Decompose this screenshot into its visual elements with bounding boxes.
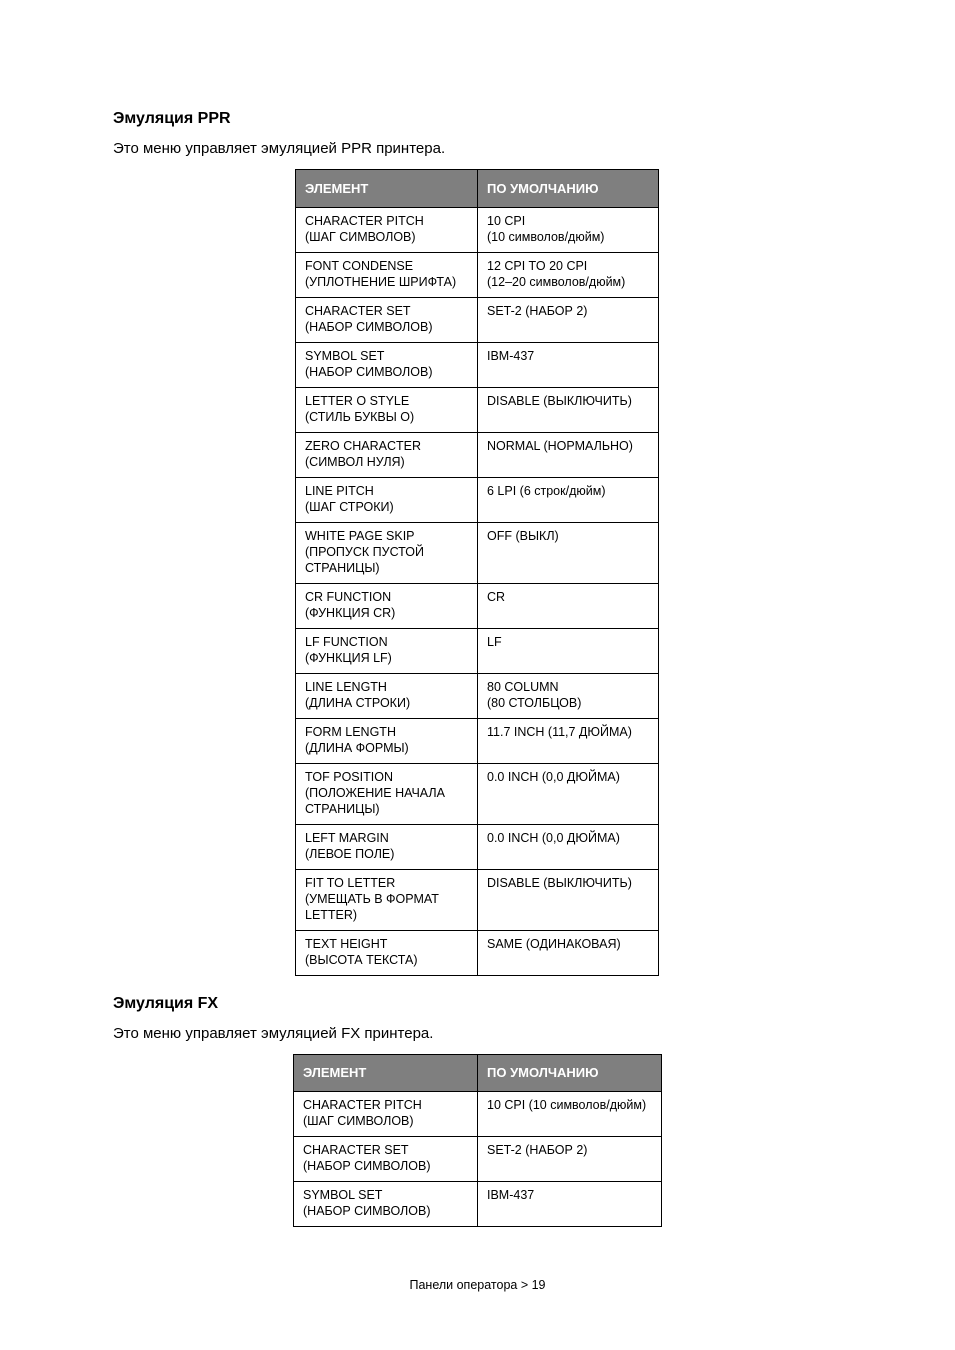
item-cell bbox=[296, 433, 478, 478]
table-row bbox=[294, 1092, 662, 1137]
table-row bbox=[296, 870, 659, 931]
item-name: FORM LENGTH (ДЛИНА ФОРМЫ) bbox=[305, 725, 409, 755]
item-name: ZERO CHARACTER (СИМВОЛ НУЛЯ) bbox=[305, 439, 421, 469]
item-name: CHARACTER PITCH (ШАГ СИМВОЛОВ) bbox=[305, 214, 424, 244]
default-value: 0.0 INCH (0,0 ДЮЙМА) bbox=[487, 831, 620, 845]
item-name: CHARACTER PITCH (ШАГ СИМВОЛОВ) bbox=[303, 1098, 422, 1128]
table-row bbox=[296, 433, 659, 478]
table-row bbox=[296, 298, 659, 343]
item-cell bbox=[296, 253, 478, 298]
item-name: WHITE PAGE SKIP (ПРОПУСК ПУСТОЙ СТРАНИЦЫ) bbox=[305, 529, 424, 575]
default-value: DISABLE (ВЫКЛЮЧИТЬ) bbox=[487, 394, 632, 408]
default-value: 80 COLUMN (80 СТОЛБЦОВ) bbox=[487, 680, 582, 710]
item-cell bbox=[296, 208, 478, 253]
default-value: SAME (ОДИНАКОВАЯ) bbox=[487, 937, 621, 951]
default-cell bbox=[478, 433, 659, 478]
default-cell bbox=[478, 208, 659, 253]
item-cell bbox=[296, 388, 478, 433]
item-cell bbox=[294, 1182, 478, 1227]
table-header-row bbox=[296, 170, 659, 208]
item-name: LINE PITCH (ШАГ СТРОКИ) bbox=[305, 484, 394, 514]
item-name: SYMBOL SET (НАБОР СИМВОЛОВ) bbox=[303, 1188, 431, 1218]
item-name: CHARACTER SET (НАБОР СИМВОЛОВ) bbox=[305, 304, 433, 334]
page-footer: Панели оператора > 19 bbox=[409, 1278, 546, 1292]
fx-settings-table bbox=[293, 1054, 662, 1227]
default-cell bbox=[478, 931, 659, 976]
default-value: SET-2 (НАБОР 2) bbox=[487, 1143, 588, 1157]
column-header-default: ПО УМОЛЧАНИЮ bbox=[478, 170, 659, 208]
item-cell bbox=[296, 629, 478, 674]
item-name: FONT CONDENSE (УПЛОТНЕНИЕ ШРИФТА) bbox=[305, 259, 457, 289]
default-value: 11.7 INCH (11,7 ДЮЙМА) bbox=[487, 725, 632, 739]
default-value: NORMAL (НОРМАЛЬНО) bbox=[487, 439, 633, 453]
item-name: SYMBOL SET (НАБОР СИМВОЛОВ) bbox=[305, 349, 433, 379]
table-row bbox=[296, 584, 659, 629]
table-row bbox=[296, 388, 659, 433]
ppr-section-intro: Это меню управляет эмуляцией PPR принтера. bbox=[113, 140, 446, 157]
default-value: SET-2 (НАБОР 2) bbox=[487, 304, 588, 318]
default-value: 10 CPI (10 символов/дюйм) bbox=[487, 1098, 647, 1112]
item-cell bbox=[294, 1092, 478, 1137]
item-cell bbox=[296, 719, 478, 764]
default-cell bbox=[478, 825, 659, 870]
item-cell bbox=[296, 674, 478, 719]
table-row bbox=[296, 253, 659, 298]
default-value: IBM-437 bbox=[487, 1188, 535, 1202]
table-row bbox=[296, 931, 659, 976]
item-name: LETTER O STYLE (СТИЛЬ БУКВЫ О) bbox=[305, 394, 415, 424]
item-name: LEFT MARGIN (ЛЕВОЕ ПОЛЕ) bbox=[305, 831, 395, 861]
item-cell bbox=[296, 764, 478, 825]
item-cell bbox=[296, 584, 478, 629]
default-cell bbox=[478, 674, 659, 719]
table-row bbox=[294, 1137, 662, 1182]
item-cell bbox=[296, 343, 478, 388]
table-row bbox=[296, 523, 659, 584]
table-row bbox=[296, 343, 659, 388]
default-value: LF bbox=[487, 635, 502, 649]
table-row bbox=[296, 478, 659, 523]
table-row bbox=[296, 629, 659, 674]
default-cell bbox=[478, 388, 659, 433]
table-row bbox=[296, 208, 659, 253]
default-cell bbox=[478, 629, 659, 674]
column-header-item: ЭЛЕМЕНТ bbox=[296, 170, 478, 208]
item-name: LF FUNCTION (ФУНКЦИЯ LF) bbox=[305, 635, 392, 665]
item-name: LINE LENGTH (ДЛИНА СТРОКИ) bbox=[305, 680, 411, 710]
table-row bbox=[296, 764, 659, 825]
default-cell bbox=[478, 764, 659, 825]
default-cell bbox=[478, 253, 659, 298]
default-cell bbox=[478, 1137, 662, 1182]
default-cell bbox=[478, 523, 659, 584]
table-row bbox=[296, 825, 659, 870]
item-name: CR FUNCTION (ФУНКЦИЯ CR) bbox=[305, 590, 396, 620]
default-value: 12 CPI TO 20 CPI (12–20 символов/дюйм) bbox=[487, 259, 626, 289]
table-row bbox=[296, 674, 659, 719]
table-row bbox=[294, 1182, 662, 1227]
default-cell bbox=[478, 870, 659, 931]
default-value: CR bbox=[487, 590, 506, 604]
item-cell bbox=[296, 298, 478, 343]
item-cell bbox=[296, 931, 478, 976]
column-header-item: ЭЛЕМЕНТ bbox=[294, 1055, 478, 1092]
table-row bbox=[296, 719, 659, 764]
default-value: 10 CPI (10 символов/дюйм) bbox=[487, 214, 605, 244]
default-cell bbox=[478, 343, 659, 388]
default-cell bbox=[478, 298, 659, 343]
table-header-row bbox=[294, 1055, 662, 1092]
fx-section-intro: Это меню управляет эмуляцией FX принтера. bbox=[113, 1025, 434, 1042]
default-value: OFF (ВЫКЛ) bbox=[487, 529, 559, 543]
default-cell bbox=[478, 1092, 662, 1137]
item-cell bbox=[294, 1137, 478, 1182]
item-cell bbox=[296, 825, 478, 870]
ppr-settings-table bbox=[295, 169, 659, 976]
item-name: TEXT HEIGHT (ВЫСОТА ТЕКСТА) bbox=[305, 937, 418, 967]
default-value: 0.0 INCH (0,0 ДЮЙМА) bbox=[487, 770, 620, 784]
item-name: FIT TO LETTER (УМЕЩАТЬ В ФОРМАТ LETTER) bbox=[305, 876, 439, 922]
ppr-section-heading: Эмуляция PPR bbox=[113, 110, 231, 127]
item-cell bbox=[296, 870, 478, 931]
column-header-default: ПО УМОЛЧАНИЮ bbox=[478, 1055, 662, 1092]
default-value: DISABLE (ВЫКЛЮЧИТЬ) bbox=[487, 876, 632, 890]
default-cell bbox=[478, 478, 659, 523]
item-name: CHARACTER SET (НАБОР СИМВОЛОВ) bbox=[303, 1143, 431, 1173]
default-cell bbox=[478, 584, 659, 629]
default-cell bbox=[478, 1182, 662, 1227]
default-value: 6 LPI (6 строк/дюйм) bbox=[487, 484, 606, 498]
default-value: IBM-437 bbox=[487, 349, 535, 363]
fx-section-heading: Эмуляция FX bbox=[113, 995, 219, 1012]
item-cell bbox=[296, 478, 478, 523]
item-name: TOF POSITION (ПОЛОЖЕНИЕ НАЧАЛА СТРАНИЦЫ) bbox=[305, 770, 445, 816]
item-cell bbox=[296, 523, 478, 584]
default-cell bbox=[478, 719, 659, 764]
